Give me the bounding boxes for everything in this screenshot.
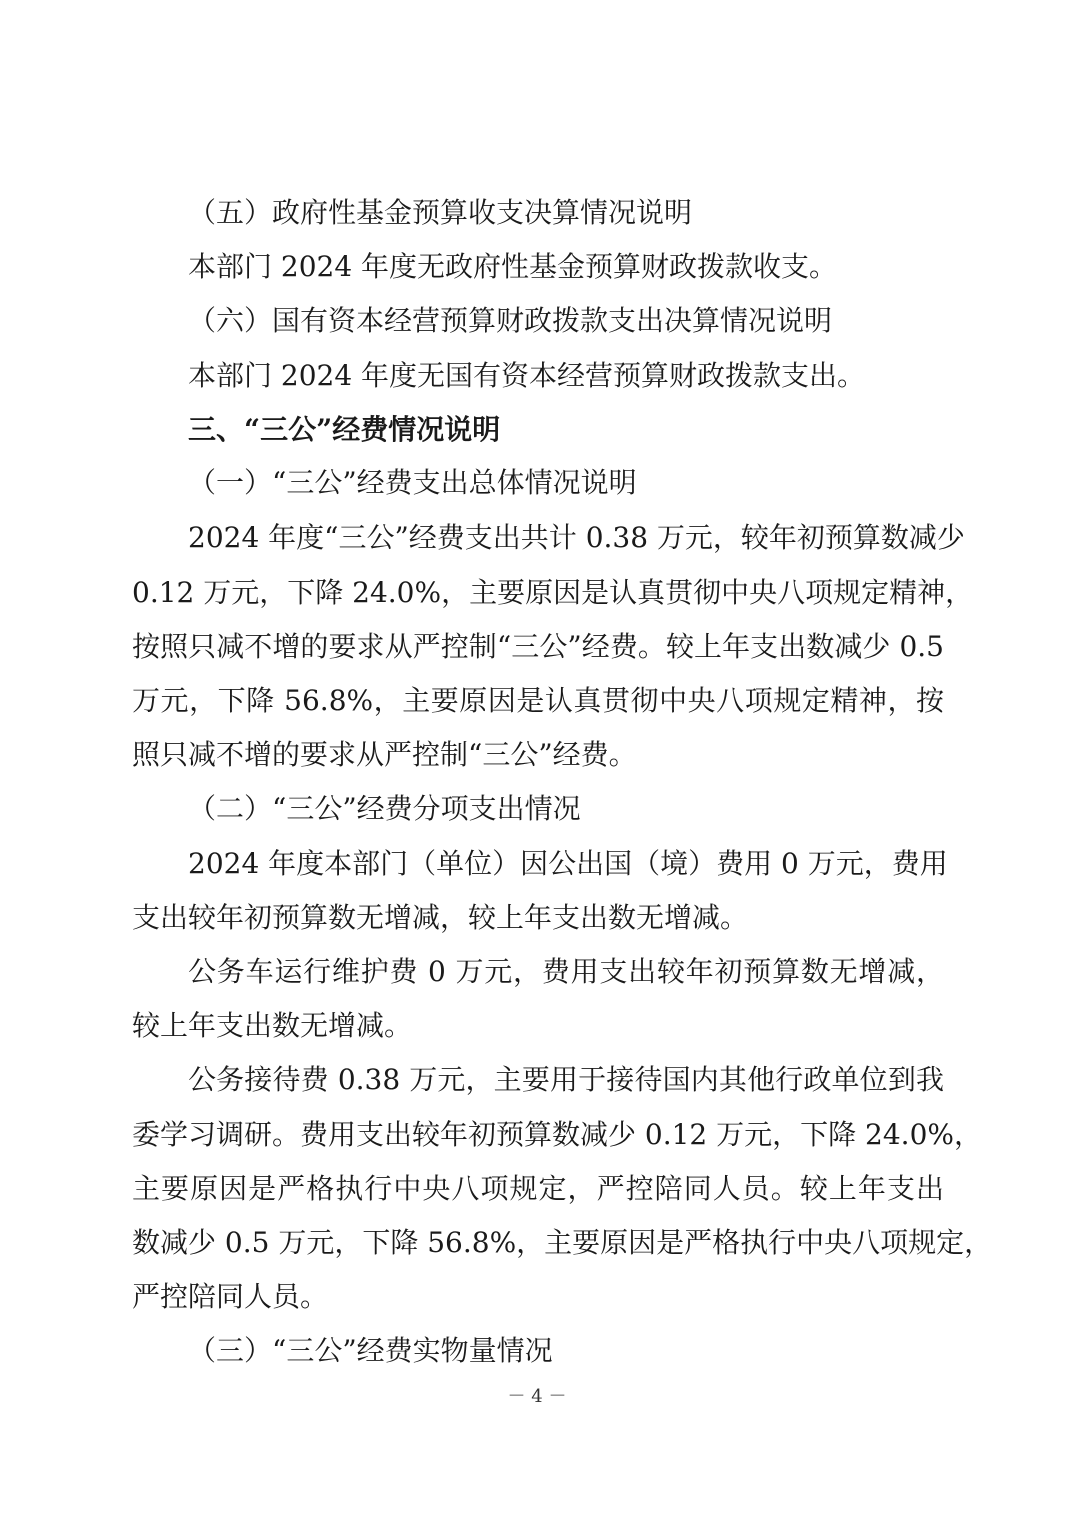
paragraph-line: 2024 年度本部门（单位）因公出国（境）费用 0 万元，费用	[188, 847, 948, 880]
paragraph-line: 万元，下降 56.8%，主要原因是认真贯彻中央八项规定精神，按	[132, 684, 944, 717]
paragraph-line: 本部门 2024 年度无国有资本经营预算财政拨款支出。	[188, 359, 866, 392]
paragraph-line: 照只减不增的要求从严控制“三公”经费。	[132, 738, 637, 771]
section-heading-2: （二）“三公”经费分项支出情况	[188, 792, 581, 825]
paragraph-line: 严控陪同人员。	[132, 1280, 329, 1313]
paragraph-line: 0.12 万元，下降 24.0%，主要原因是认真贯彻中央八项规定精神，	[132, 576, 974, 609]
paragraph-line: 支出较年初预算数无增减，较上年支出数无增减。	[132, 901, 749, 934]
page-number: － 4 －	[507, 1386, 567, 1407]
paragraph-line: 本部门 2024 年度无政府性基金预算财政拨款收支。	[188, 250, 838, 283]
paragraph-line: 委学习调研。费用支出较年初预算数减少 0.12 万元，下降 24.0%，	[132, 1118, 982, 1151]
paragraph-line: 主要原因是严格执行中央八项规定，严控陪同人员。较上年支出	[132, 1172, 944, 1205]
paragraph-line: 较上年支出数无增减。	[132, 1009, 413, 1042]
document-page	[132, 0, 993, 1520]
section-heading-5: （五）政府性基金预算收支决算情况说明	[188, 196, 693, 229]
paragraph-line: 数减少 0.5 万元，下降 56.8%，主要原因是严格执行中央八项规定，	[132, 1226, 993, 1259]
chapter-heading-3: 三、“三公”经费情况说明	[188, 413, 501, 446]
paragraph-line: 公务车运行维护费 0 万元，费用支出较年初预算数无增减，	[188, 955, 944, 988]
section-heading-1: （一）“三公”经费支出总体情况说明	[188, 466, 637, 499]
paragraph-line: 按照只减不增的要求从严控制“三公”经费。较上年支出数减少 0.5	[132, 630, 944, 663]
section-heading-6: （六）国有资本经营预算财政拨款支出决算情况说明	[188, 304, 833, 337]
section-heading-3: （三）“三公”经费实物量情况	[188, 1334, 553, 1367]
paragraph-line: 公务接待费 0.38 万元，主要用于接待国内其他行政单位到我	[188, 1063, 944, 1096]
paragraph-line: 2024 年度“三公”经费支出共计 0.38 万元，较年初预算数减少	[188, 521, 965, 554]
